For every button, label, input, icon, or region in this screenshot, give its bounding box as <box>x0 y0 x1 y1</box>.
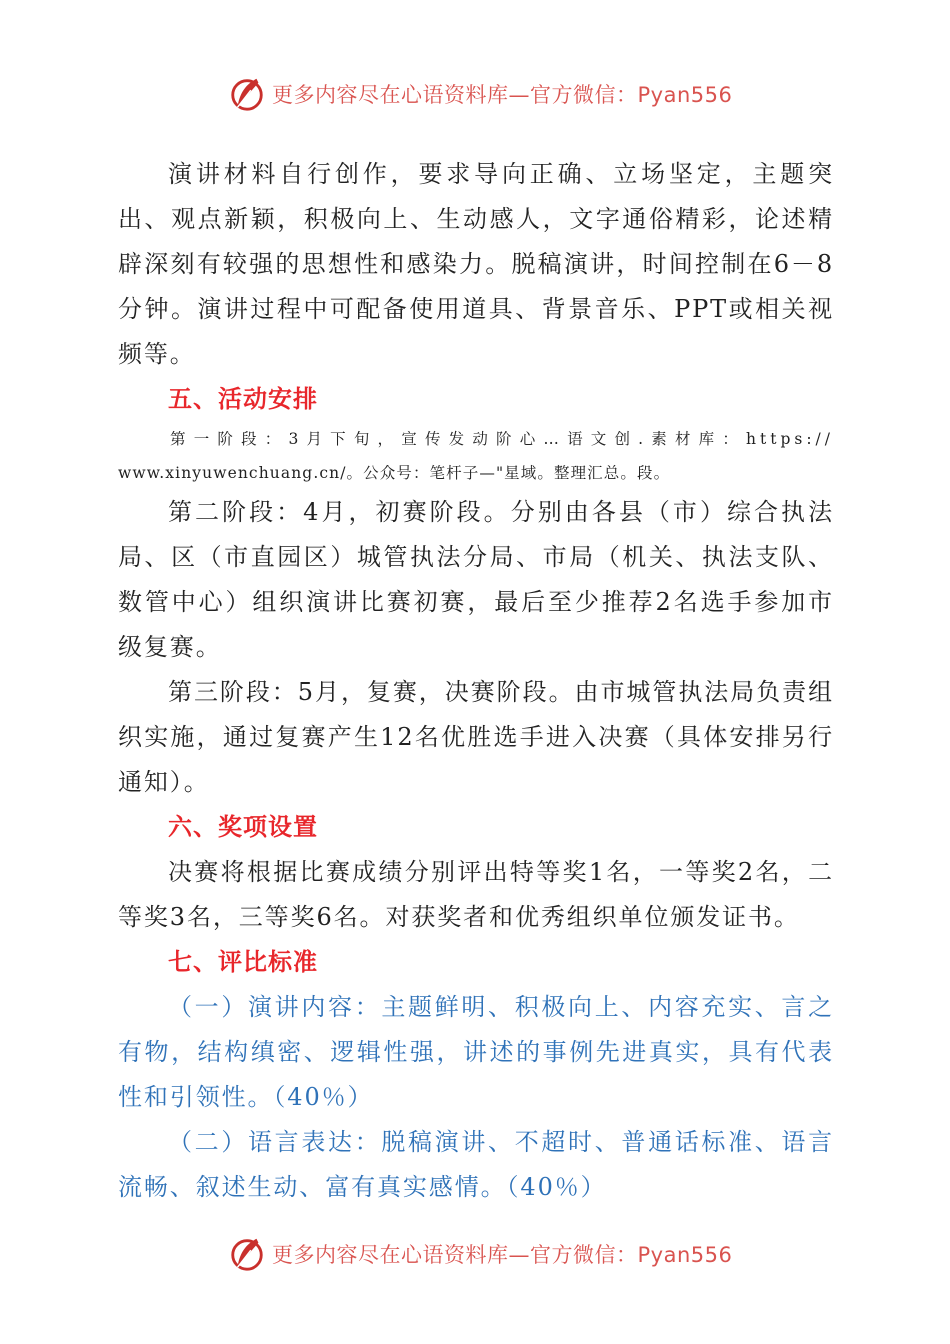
feather-pen-logo <box>228 75 266 113</box>
stage-one-line-2: www.xinyuwenchuang.cn/。公众号：笔杆子—"星域。整理汇总。段。 <box>118 464 671 482</box>
paragraph-stage-two: 第二阶段：4月，初赛阶段。分别由各县（市）综合执法局、区（市直园区）城管执法分局、市局（机关、执法支队、数管中心）组织演讲比赛初赛，最后至少推荐2名选手参加市级复赛。 <box>118 498 834 661</box>
heading-activity-schedule: 五、活动安排 <box>168 385 318 413</box>
criteria-language: （二）语言表达：脱稿演讲、不超时、普通话标准、语言流畅、叙述生动、富有真实感情。（40％） <box>118 1128 834 1201</box>
banner-text: 更多内容尽在心语资料库—官方微信：Pyan556 <box>272 83 733 107</box>
heading-criteria: 七、评比标准 <box>168 948 318 976</box>
criteria-content: （一）演讲内容：主题鲜明、积极向上、内容充实、言之有物，结构缜密、逻辑性强，讲述的事例先进真实，具有代表性和引领性。（40％） <box>118 993 834 1111</box>
stage-one-line-1: 第一阶段：3月下旬，宣传发动阶心…语文创.素材库：https:// <box>170 430 834 448</box>
wechat-id: Pyan556 <box>637 1243 733 1267</box>
paragraph-stage-three: 第三阶段：5月，复赛，决赛阶段。由市城管执法局负责组织实施，通过复赛产生12名优胜选手进入决赛（具体安排另行通知）。 <box>118 678 834 796</box>
wechat-id: Pyan556 <box>637 83 733 107</box>
heading-awards: 六、奖项设置 <box>168 813 318 841</box>
footer-banner <box>228 1232 732 1276</box>
header-banner <box>228 72 732 116</box>
paragraph-materials: 演讲材料自行创作，要求导向正确、立场坚定，主题突出、观点新颖，积极向上、生动感人，文字通俗精彩，论述精辟深刻有较强的思想性和感染力。脱稿演讲，时间控制在6－8分钟。演讲过程中可配备使用道具、背景音乐、PPT或相关视频等。 <box>118 160 834 368</box>
paragraph-awards: 决赛将根据比赛成绩分别评出特等奖1名，一等奖2名，二等奖3名，三等奖6名。对获奖者和优秀组织单位颁发证书。 <box>118 858 834 931</box>
document-body <box>118 152 834 1210</box>
banner-text: 更多内容尽在心语资料库—官方微信：Pyan556 <box>272 1243 733 1267</box>
feather-pen-logo <box>228 1235 266 1273</box>
